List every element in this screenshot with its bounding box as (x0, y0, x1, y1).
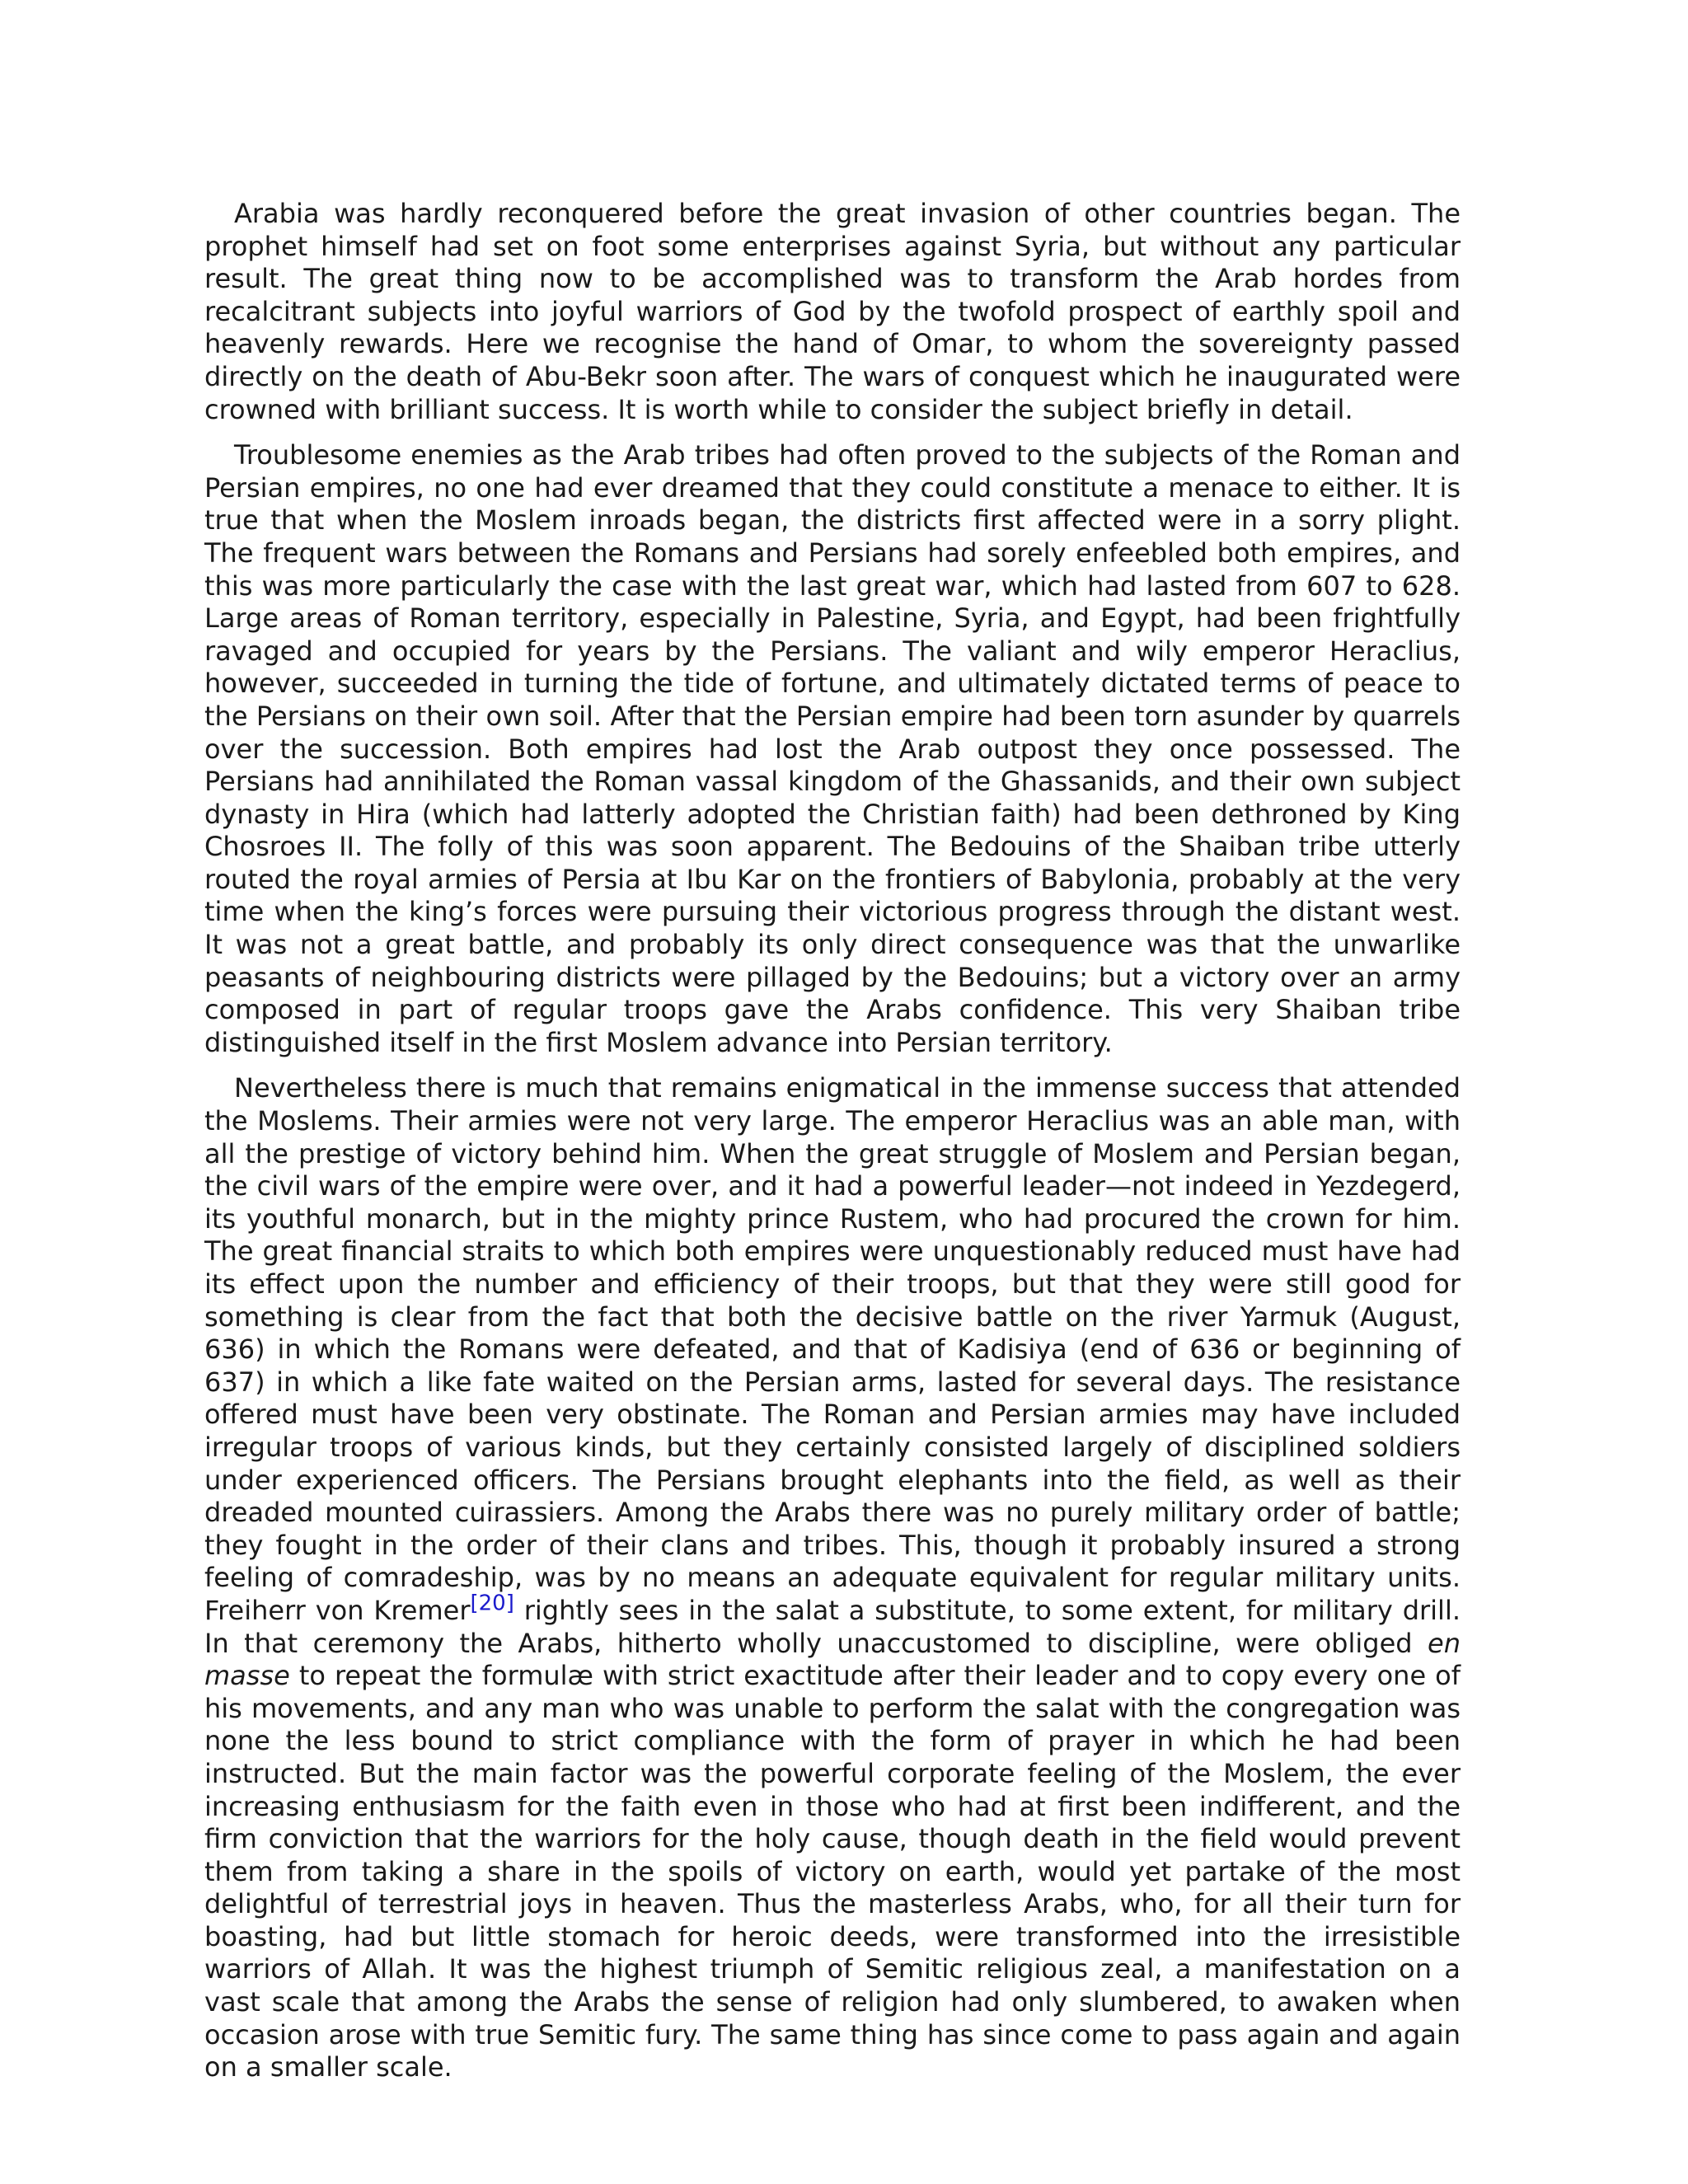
paragraph-3-part-a: Nevertheless there is much that remains enigmatical in the immense success that attended the Moslems. Their armies were not very large. The emperor Heraclius was an able man, with all the prestige of victory behind him. When the great struggle of Moslem and Persian began, the civil wars of the empire were over, and it had a powerful leader—not indeed in Yezdegerd, its youthful monarch, but in the mighty prince Rustem, who had procured the crown for him. The great financial straits to which both empires were unquestionably reduced must have had its effect upon the number and efficiency of their troops, but that they were still good for something is clear from the fact that both the decisive battle on the river Yarmuk (August, 636) in which the Romans were defeated, and that of Kadisiya (end of 636 or beginning of 637) in which a like fate waited on the Persian arms, lasted for several days. The resistance offered must have been very obstinate. The Roman and Persian armies may have included irregular troops of various kinds, but they certainly consisted largely of disciplined soldiers under experienced officers. The Persians brought elephants into the field, as well as their dreaded mounted cuirassiers. Among the Arabs there was no purely military order of battle; they fought in the order of their clans and tribes. This, though it probably insured a strong feeling of comradeship, was by no means an adequate equivalent for regular military units. Freiherr von Kremer (204, 1072, 1461, 1626)
document-page (204, 198, 1461, 2097)
paragraph-2: Troublesome enemies as the Arab tribes had often proved to the subjects of the Roman and Persian empires, no one had ever dreamed that they could constitute a menace to either. It is true that when the Moslem inroads began, the districts first affected were in a sorry plight. The frequent wars between the Romans and Persians had sorely enfeebled both empires, and this was more particularly the case with the last great war, which had lasted from 607 to 628. Large areas of Roman territory, especially in Palestine, Syria, and Egypt, had been frightfully ravaged and occupied for years by the Persians. The valiant and wily emperor Heraclius, however, succeeded in turning the tide of fortune, and ultimately dictated terms of peace to the Persians on their own soil. After that the Persian empire had been torn asunder by quarrels over the succession. Both empires had lost the Arab outpost they once possessed. The Persians had annihilated the Roman vassal kingdom of the Ghassanids, and their own subject dynasty in Hira (which had latterly adopted the Christian faith) had been dethroned by King Chosroes II. The folly of this was soon apparent. The Bedouins of the Shaiban tribe utterly routed the royal armies of Persia at Ibu Kar on the frontiers of Babylonia, probably at the very time when the king’s forces were pursuing their victorious progress through the distant west. It was not a great battle, and probably its only direct consequence was that the unwarlike peasants of neighbouring districts were pillaged by the Bedouins; but a victory over an army composed in part of regular troops gave the Arabs confidence. This very Shaiban tribe distinguished itself in the first Moslem advance into Persian territory. (204, 439, 1461, 1058)
paragraph-3-part-b: rightly sees in the salat a substitute, to some extent, for military drill. In that ceremony the Arabs, hitherto wholly unaccustomed to discipline, were obliged (204, 1594, 1461, 1659)
emphasis-en-masse: en masse (204, 1627, 1461, 1692)
paragraph-3-part-c: to repeat the formulæ with strict exactitude after their leader and to copy every one of his movements, and any man who was unable to perform the salat with the congregation was none the less bound to strict compliance with the form of prayer in which he had been instructed. But the main factor was the powerful corporate feeling of the Moslem, the ever increasing enthusiasm for the faith even in those who had at first been indifferent, and the firm conviction that the warriors for the holy cause, though death in the field would prevent them from taking a share in the spoils of victory on earth, would yet partake of the most delightful of terrestrial joys in heaven. Thus the masterless Arabs, who, for all their turn for boasting, had but little stomach for heroic deeds, were transformed into the irresistible warriors of Allah. It was the highest triumph of Semitic religious zeal, a manifestation on a vast scale that among the Arabs the sense of religion had only slumbered, to awaken when occasion arose with true Semitic fury. The same thing has since come to pass again and again on a smaller scale. (204, 1660, 1461, 2083)
footnote-link-20[interactable]: [20] (470, 1591, 514, 1616)
paragraph-1: Arabia was hardly reconquered before the great invasion of other countries began. The prophet himself had set on foot some enterprises against Syria, but without any particular result. The great thing now to be accomplished was to transform the Arab hordes from recalcitrant subjects into joyful warriors of God by the twofold prospect of earthly spoil and heavenly rewards. Here we recognise the hand of Omar, to whom the sovereignty passed directly on the death of Abu-Bekr soon after. The wars of conquest which he inaugurated were crowned with brilliant success. It is worth while to consider the subject briefly in detail. (204, 198, 1461, 425)
paragraph-3 (204, 1072, 1461, 2083)
